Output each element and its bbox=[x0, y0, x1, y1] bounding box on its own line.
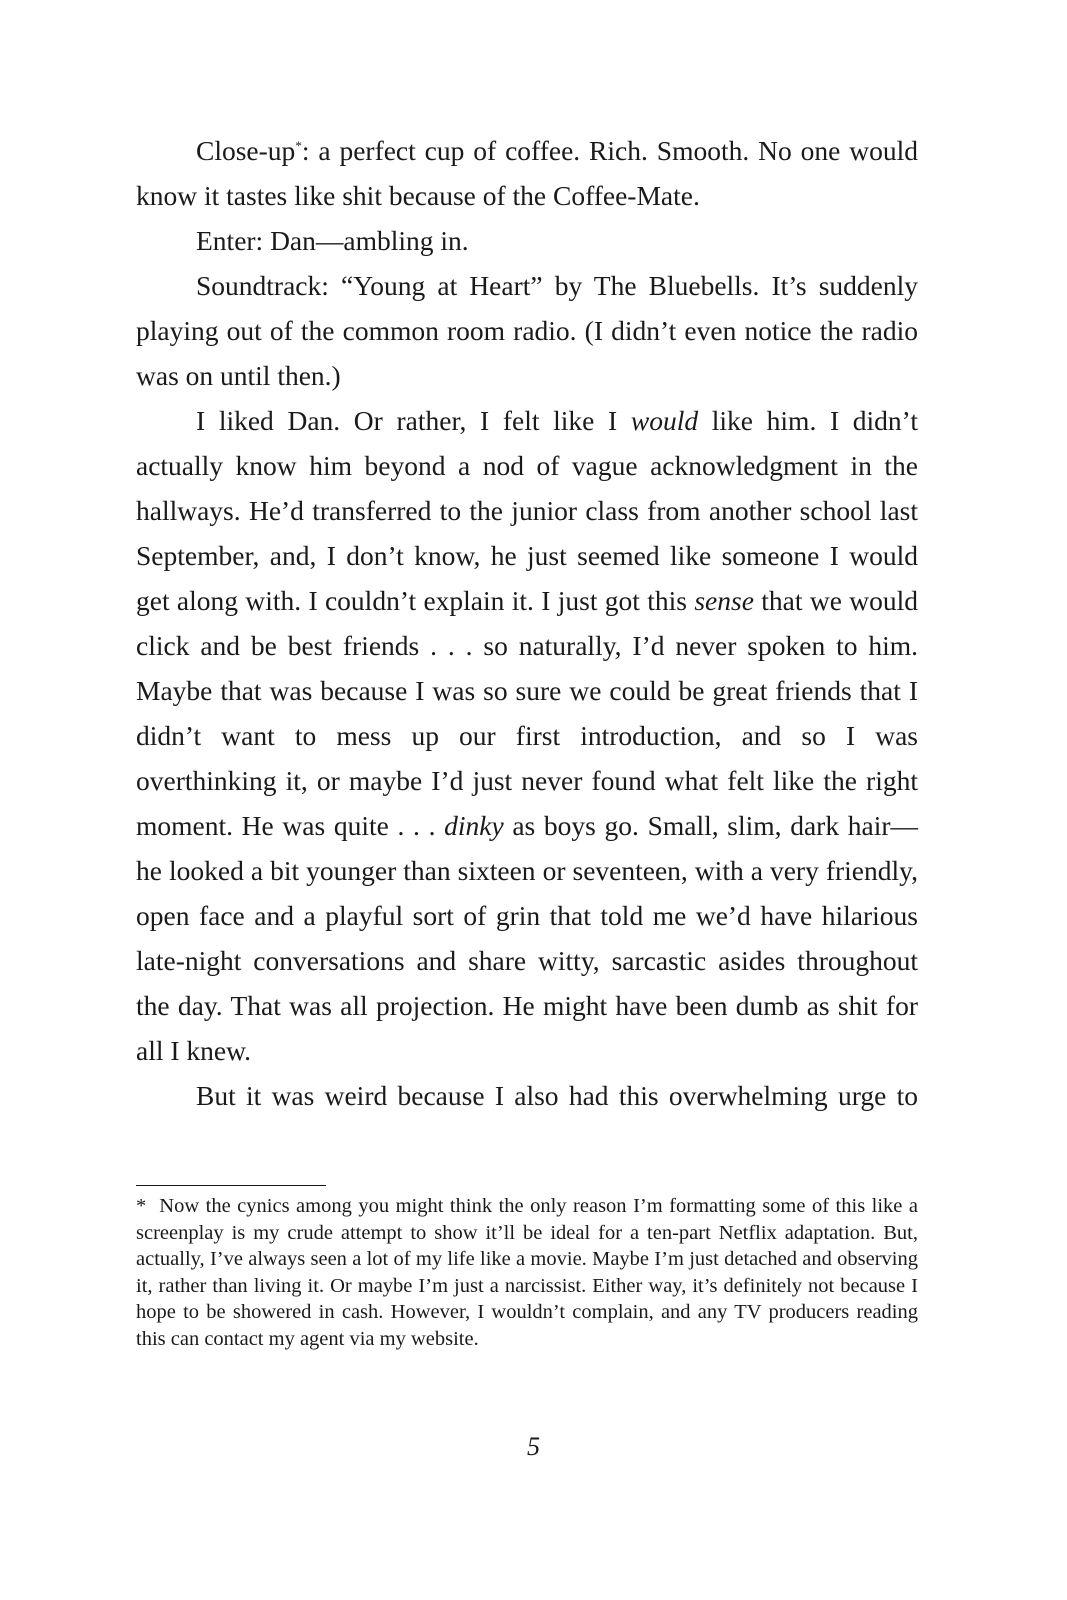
close-up-text: : a perfect cup of coffee. Rich. Smooth. No one would know it tastes like shit because of the Coffee-Mate. bbox=[136, 135, 918, 211]
emphasis-word: would bbox=[630, 405, 699, 436]
footnote-text: Now the cynics among you might think the only reason I’m formatting some of this like a screenplay is my crude attempt to show it’ll be ideal for a ten-part Netflix adaptation. But, actually, I’ve always seen a lot of my life like a movie. Maybe I’m just detached and observing it, rather than living it. Or maybe I’m just a narcissist. Either way, it’s definitely not because I hope to be showered in cash. However, I wouldn’t complain, and any TV producers reading this can contact my agent via my website. bbox=[136, 1195, 919, 1350]
emphasis-word: dinky bbox=[444, 810, 504, 841]
footnote-divider bbox=[136, 1185, 326, 1186]
close-up-label: Close-up bbox=[196, 135, 296, 166]
paragraph-about-dan bbox=[136, 398, 918, 1073]
text-run: like him. I didn’t actually know him beyond a nod of vague acknowledgment in the hallways. He’d transferred to the junior class from another school last September, and, I don’t know, he just seemed like someone I would get along with. I couldn’t explain it. I just got this bbox=[136, 405, 918, 616]
text-run: as boys go. Small, slim, dark hair—he looked a bit younger than sixteen or seventeen, with a very friendly, open face and a playful sort of grin that told me we’d have hilarious late-night conversations and share witty, sarcastic asides throughout the day. That was all projection. He might have been dumb as shit for all I knew. bbox=[136, 810, 918, 1066]
footnote-mark: * bbox=[136, 1195, 147, 1217]
emphasis-word: sense bbox=[694, 585, 754, 616]
paragraph-close-up bbox=[136, 128, 918, 218]
footnote-reference-mark: * bbox=[295, 137, 302, 153]
footnote bbox=[136, 1193, 918, 1352]
text-run: I liked Dan. Or rather, I felt like I bbox=[196, 405, 631, 436]
page-number: 5 bbox=[527, 1432, 540, 1461]
paragraph-enter: Enter: Dan—ambling in. bbox=[196, 225, 469, 256]
text-run: that we would click and be best friends . . . so naturally, I’d never spoken to him. Maybe that was because I was so sure we could be great friends that I didn’t want to mess up our first introduction, and so I was overthinking it, or maybe I’d just never found what felt like the right moment. He was quite . . . bbox=[136, 585, 919, 841]
paragraph-soundtrack: Soundtrack: “Young at Heart” by The Bluebells. It’s suddenly playing out of the common room radio. (I didn’t even notice the radio was on until then.) bbox=[136, 270, 918, 391]
main-text bbox=[136, 128, 918, 1118]
paragraph-urge: But it was weird because I also had this overwhelming urge to bbox=[196, 1080, 918, 1111]
